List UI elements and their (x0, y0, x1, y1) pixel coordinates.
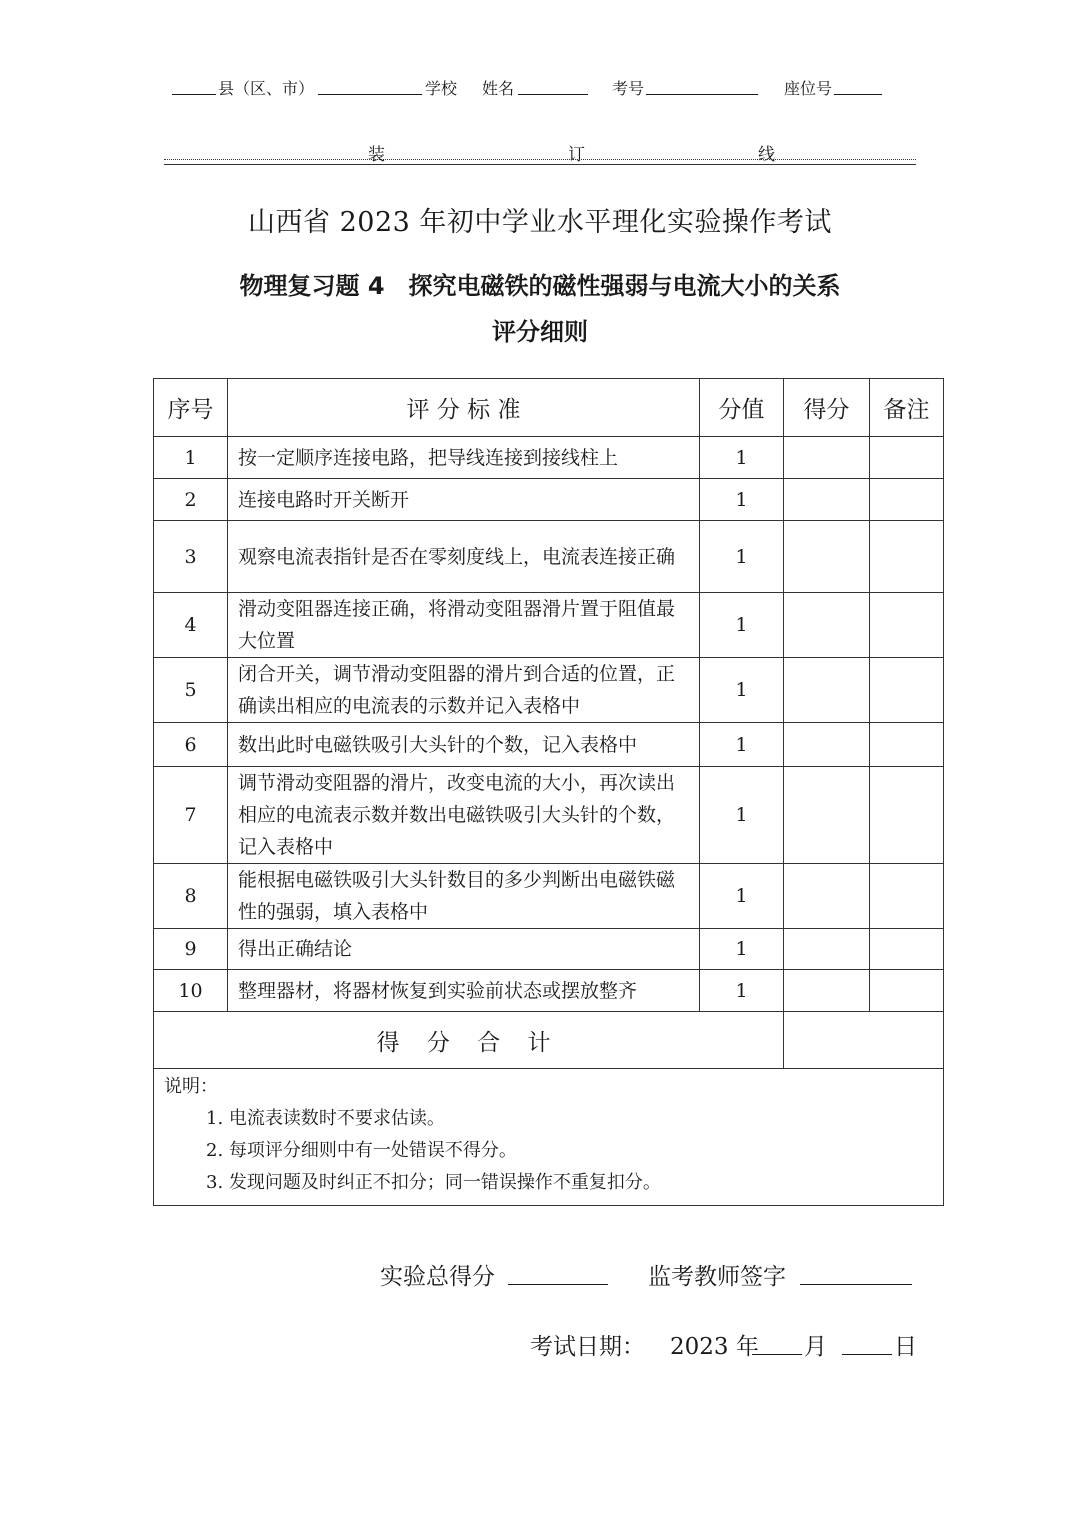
county-field[interactable] (172, 76, 216, 95)
total-score-cell[interactable] (784, 1012, 944, 1069)
table-row (154, 521, 944, 593)
row-number: 5 (154, 658, 228, 723)
row-score-cell[interactable] (784, 658, 870, 723)
row-remarks-cell[interactable] (870, 479, 944, 521)
row-remarks-cell[interactable] (870, 521, 944, 593)
table-row (154, 723, 944, 767)
name-field[interactable] (518, 76, 588, 95)
row-number: 9 (154, 929, 228, 970)
row-score-cell[interactable] (784, 929, 870, 970)
row-number: 2 (154, 479, 228, 521)
row-value: 1 (700, 437, 784, 479)
notes-row (154, 1069, 944, 1206)
exam-date-day: 日 (894, 1334, 917, 1360)
total-row (154, 1012, 944, 1069)
table-row (154, 864, 944, 929)
row-score-cell[interactable] (784, 437, 870, 479)
table-row (154, 593, 944, 658)
binding-line (0, 140, 1080, 164)
row-criteria: 滑动变阻器连接正确，将滑动变阻器滑片置于阻值最大位置 (228, 593, 700, 658)
row-value: 1 (700, 658, 784, 723)
row-score-cell[interactable] (784, 767, 870, 864)
signature-line (0, 1258, 1080, 1292)
header-criteria: 评 分 标 准 (228, 379, 700, 437)
row-remarks-cell[interactable] (870, 970, 944, 1012)
header-remarks: 备注 (870, 379, 944, 437)
row-number: 1 (154, 437, 228, 479)
row-number: 4 (154, 593, 228, 658)
exam-date-year: 2023 年 (670, 1334, 759, 1360)
exam-number-label: 考号 (612, 79, 645, 98)
row-score-cell[interactable] (784, 723, 870, 767)
exam-date-label: 考试日期： (530, 1334, 645, 1360)
notes-title: 说明： (164, 1076, 218, 1097)
row-score-cell[interactable] (784, 970, 870, 1012)
table-row (154, 479, 944, 521)
row-criteria: 按一定顺序连接电路，把导线连接到接线柱上 (228, 437, 700, 479)
candidate-info-line (0, 76, 1080, 100)
table-row (154, 437, 944, 479)
table-header-row (154, 379, 944, 437)
header-value: 分值 (700, 379, 784, 437)
row-criteria: 能根据电磁铁吸引大头针数目的多少判断出电磁铁磁性的强弱，填入表格中 (228, 864, 700, 929)
exam-title: 山西省 2023 年初中学业水平理化实验操作考试 (248, 207, 832, 238)
row-remarks-cell[interactable] (870, 864, 944, 929)
row-criteria: 整理器材，将器材恢复到实验前状态或摆放整齐 (228, 970, 700, 1012)
scoring-table (153, 378, 944, 1206)
row-number: 6 (154, 723, 228, 767)
row-number: 3 (154, 521, 228, 593)
row-criteria: 调节滑动变阻器的滑片，改变电流的大小，再次读出相应的电流表示数并数出电磁铁吸引大头针的个数，记入表格中 (228, 767, 700, 864)
row-score-cell[interactable] (784, 521, 870, 593)
row-value: 1 (700, 970, 784, 1012)
exam-number-field[interactable] (646, 76, 758, 95)
row-value: 1 (700, 864, 784, 929)
table-row (154, 658, 944, 723)
table-row (154, 767, 944, 864)
row-value: 1 (700, 521, 784, 593)
row-value: 1 (700, 479, 784, 521)
row-number: 10 (154, 970, 228, 1012)
row-number: 8 (154, 864, 228, 929)
school-field[interactable] (318, 76, 422, 95)
notes-cell (154, 1069, 944, 1206)
exam-date-line (0, 1328, 1080, 1362)
binding-dotted-divider (164, 159, 916, 160)
total-label: 得 分 合 计 (154, 1012, 784, 1069)
seat-number-field[interactable] (834, 76, 882, 95)
row-value: 1 (700, 767, 784, 864)
row-remarks-cell[interactable] (870, 437, 944, 479)
row-number: 7 (154, 767, 228, 864)
note-item: 1. 电流表读数时不要求估读。 (206, 1108, 445, 1129)
row-remarks-cell[interactable] (870, 658, 944, 723)
row-remarks-cell[interactable] (870, 723, 944, 767)
binding-char-xian: 线 (758, 145, 775, 165)
name-label: 姓名 (482, 79, 515, 98)
row-criteria: 数出此时电磁铁吸引大头针的个数，记入表格中 (228, 723, 700, 767)
row-score-cell[interactable] (784, 479, 870, 521)
subject-title: 物理复习题 4 探究电磁铁的磁性强弱与电流大小的关系 (239, 272, 841, 300)
county-label: 县（区、市） (218, 79, 315, 98)
row-criteria: 观察电流表指针是否在零刻度线上，电流表连接正确 (228, 521, 700, 593)
binding-char-ding: 订 (568, 145, 585, 165)
row-value: 1 (700, 929, 784, 970)
header-score: 得分 (784, 379, 870, 437)
row-value: 1 (700, 593, 784, 658)
row-criteria: 得出正确结论 (228, 929, 700, 970)
rubric-title: 评分细则 (492, 318, 588, 346)
row-score-cell[interactable] (784, 593, 870, 658)
row-criteria: 闭合开关，调节滑动变阻器的滑片到合适的位置，正确读出相应的电流表的示数并记入表格中 (228, 658, 700, 723)
exam-date-month: 月 (804, 1334, 827, 1360)
row-remarks-cell[interactable] (870, 767, 944, 864)
note-item: 2. 每项评分细则中有一处错误不得分。 (206, 1140, 517, 1161)
school-label: 学校 (425, 79, 458, 98)
row-remarks-cell[interactable] (870, 593, 944, 658)
table-row (154, 929, 944, 970)
row-score-cell[interactable] (784, 864, 870, 929)
table-row (154, 970, 944, 1012)
seat-number-label: 座位号 (784, 79, 833, 98)
note-item: 3. 发现问题及时纠正不扣分；同一错误操作不重复扣分。 (206, 1172, 661, 1193)
total-score-label: 实验总得分 (380, 1264, 495, 1290)
binding-char-zhuang: 装 (368, 145, 385, 165)
teacher-sign-label: 监考教师签字 (648, 1264, 786, 1290)
row-remarks-cell[interactable] (870, 929, 944, 970)
binding-solid-divider (164, 164, 916, 165)
row-criteria: 连接电路时开关断开 (228, 479, 700, 521)
row-value: 1 (700, 723, 784, 767)
header-index: 序号 (154, 379, 228, 437)
